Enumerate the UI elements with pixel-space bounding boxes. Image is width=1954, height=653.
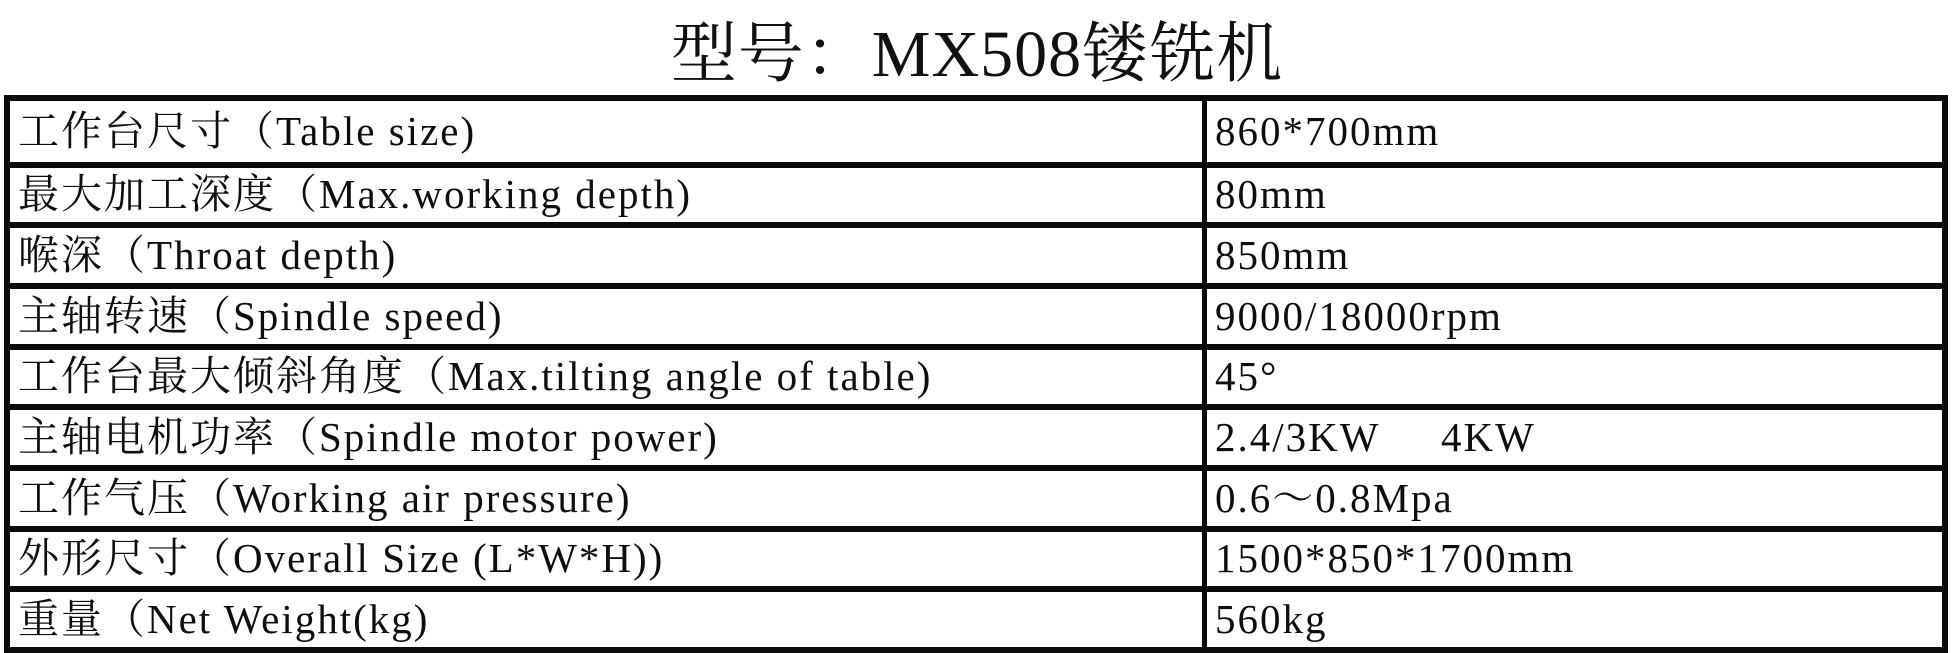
spec-value: 0.6～0.8Mpa [1202,471,1942,526]
spec-label: 工作气压（Working air pressure) [18,474,632,521]
spec-value: 860*700mm [1202,101,1942,162]
table-row [10,586,1942,647]
table-row [10,283,1942,344]
table-row [10,101,1942,162]
spec-table [4,95,1948,653]
table-row [10,465,1942,526]
table-row [10,162,1942,223]
spec-value: 80mm [1202,168,1942,223]
table-row [10,344,1942,405]
spec-label: 工作台最大倾斜角度（Max.tilting angle of table) [18,353,933,400]
spec-label: 外形尺寸（Overall Size (L*W*H)) [18,535,665,582]
spec-value: 45° [1202,350,1942,405]
spec-value: 850mm [1202,228,1942,283]
spec-label: 主轴电机功率（Spindle motor power) [18,414,719,461]
table-row [10,222,1942,283]
page-title: 型号：MX508镂铣机 [670,17,1284,91]
spec-label: 主轴转速（Spindle speed) [18,292,504,339]
spec-label: 最大加工深度（Max.working depth) [18,171,693,218]
spec-label: 工作台尺寸（Table size) [18,107,477,154]
table-row [10,526,1942,587]
spec-value: 1500*850*1700mm [1202,532,1942,587]
spec-value: 560kg [1202,592,1942,647]
spec-value: 9000/18000rpm [1202,289,1942,344]
spec-label: 重量（Net Weight(kg) [18,596,430,643]
spec-value: 2.4/3KW 4KW [1202,410,1942,465]
spec-label: 喉深（Throat depth) [18,232,398,279]
table-row [10,404,1942,465]
